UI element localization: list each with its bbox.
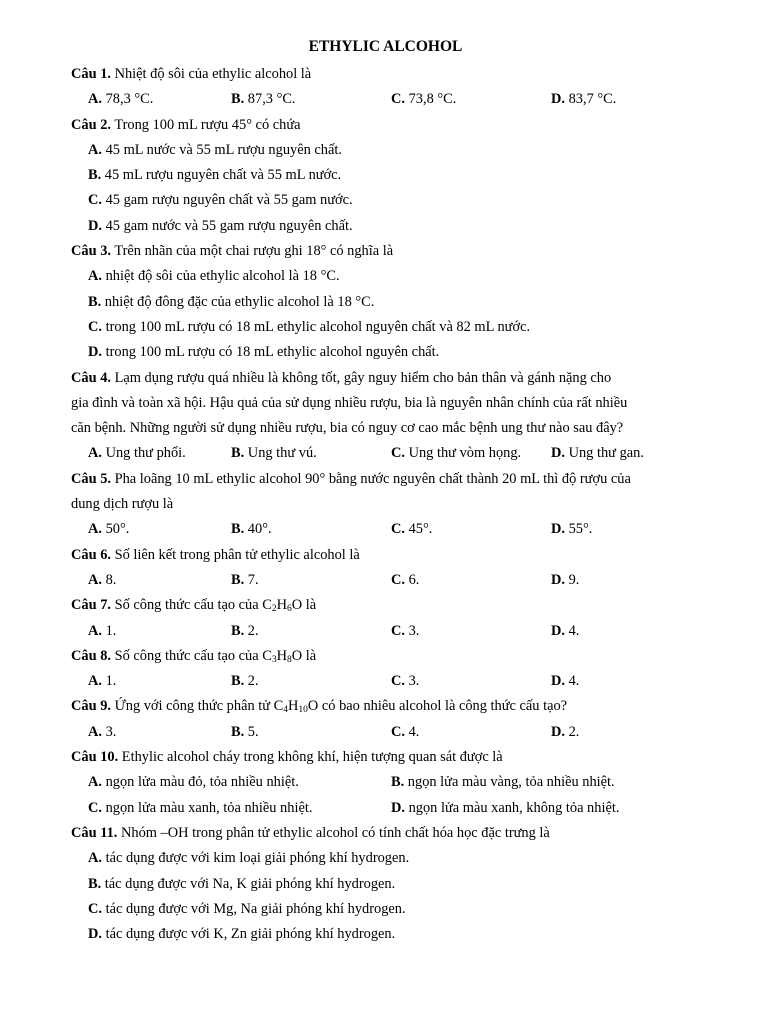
option-letter: B. — [391, 774, 405, 791]
question-text-end: O là — [291, 597, 317, 614]
question-text: Nhiệt độ sôi của ethylic alcohol là — [110, 66, 312, 82]
option-c — [391, 441, 521, 466]
option-d — [551, 619, 579, 644]
option-d — [391, 796, 619, 821]
option-d — [71, 340, 698, 365]
option-text: 50°. — [102, 521, 130, 538]
option-letter: D. — [551, 673, 565, 690]
question-label: Câu 6. — [71, 546, 111, 563]
formula-subscript: 8 — [287, 654, 292, 665]
options-row — [71, 669, 698, 694]
option-letter: B. — [88, 293, 102, 310]
question-text-line-2: gia đình và toàn xã hội. Hậu quả của sử dụng nhiều rượu, bia là nguyên nhân chính của rất nhiều — [71, 394, 628, 411]
option-b — [71, 163, 698, 188]
option-text: 55°. — [565, 521, 593, 538]
option-text: tác dụng được với K, Zn giải phóng khí hydrogen. — [102, 926, 396, 943]
question-text: Số công thức cấu tạo của C — [110, 647, 272, 664]
option-letter: A. — [88, 141, 102, 158]
question-label: Câu 4. — [71, 369, 111, 386]
option-text: Ung thư phổi. — [102, 445, 186, 462]
option-text: 6. — [405, 571, 420, 588]
option-text: 3. — [405, 622, 420, 639]
question-text-line-3: căn bệnh. Những người sử dụng nhiều rượu, bia có nguy cơ cao mắc bệnh ung thư nào sau đây? — [71, 420, 624, 437]
option-a — [88, 568, 116, 593]
option-letter: B. — [88, 875, 102, 892]
question-label: Câu 5. — [71, 470, 111, 487]
option-letter: A. — [88, 91, 102, 108]
option-text: 45 mL rượu nguyên chất và 55 mL nước. — [101, 167, 342, 184]
option-b — [231, 619, 259, 644]
option-text: 9. — [565, 571, 580, 588]
question-10 — [71, 745, 698, 770]
question-text: Trong 100 mL rượu 45° có chứa — [110, 116, 301, 133]
option-b — [71, 872, 698, 897]
option-letter: C. — [88, 192, 102, 209]
option-b — [231, 568, 259, 593]
option-text: 3. — [102, 723, 117, 740]
option-letter: C. — [88, 799, 102, 816]
question-label: Câu 10. — [71, 749, 119, 766]
option-letter: A. — [88, 774, 102, 791]
question-9 — [71, 694, 698, 719]
question-text: Nhóm –OH trong phân tử ethylic alcohol có tính chất hóa học đặc trưng là — [117, 824, 550, 841]
option-text: 4. — [565, 622, 580, 639]
option-c — [391, 87, 456, 112]
option-text: 7. — [244, 571, 259, 588]
option-text: 1. — [102, 673, 117, 690]
option-c — [391, 568, 419, 593]
question-text-line-1: Lạm dụng rượu quá nhiều là không tốt, gây nguy hiểm cho bản thân và gánh nặng cho — [110, 369, 612, 386]
option-letter: A. — [88, 445, 102, 462]
option-text: ngọn lửa màu vàng, tỏa nhiều nhiệt. — [404, 774, 615, 791]
option-a — [88, 720, 116, 745]
option-a — [88, 517, 129, 542]
option-letter: C. — [391, 445, 405, 462]
option-text: 2. — [244, 673, 259, 690]
option-text: nhiệt độ đông đặc của ethylic alcohol là 18 °C. — [101, 293, 375, 310]
option-letter: D. — [551, 445, 565, 462]
option-letter: A. — [88, 723, 102, 740]
option-letter: B. — [231, 622, 245, 639]
question-6 — [71, 543, 698, 568]
option-d — [551, 87, 616, 112]
question-4 — [71, 366, 698, 391]
option-letter: D. — [88, 217, 102, 234]
option-b — [231, 669, 259, 694]
formula-subscript: 10 — [298, 705, 308, 716]
option-letter: D. — [551, 723, 565, 740]
options-row — [71, 87, 698, 112]
question-label: Câu 3. — [71, 243, 111, 260]
formula-element: H — [276, 647, 287, 664]
option-c — [391, 720, 419, 745]
option-text: 8. — [102, 571, 117, 588]
question-8 — [71, 644, 698, 669]
option-text: 45 mL nước và 55 mL rượu nguyên chất. — [102, 141, 342, 158]
option-letter: C. — [88, 900, 102, 917]
options-row — [71, 517, 698, 542]
formula-subscript: 6 — [287, 604, 292, 615]
option-letter: B. — [231, 445, 245, 462]
option-text: 83,7 °C. — [565, 91, 617, 108]
question-text: Ứng với công thức phân tử C — [110, 698, 284, 715]
question-label: Câu 9. — [71, 698, 111, 715]
option-c — [71, 897, 698, 922]
option-a — [88, 87, 153, 112]
option-text: 45 gam rượu nguyên chất và 55 gam nước. — [102, 192, 353, 209]
question-2 — [71, 113, 698, 138]
option-letter: C. — [391, 571, 405, 588]
option-text: 78,3 °C. — [102, 91, 154, 108]
option-letter: B. — [231, 91, 245, 108]
question-3 — [71, 239, 698, 264]
option-letter: D. — [551, 91, 565, 108]
option-text: tác dụng được với Mg, Na giải phóng khí hydrogen. — [102, 900, 406, 917]
option-letter: C. — [391, 521, 405, 538]
option-text: 3. — [405, 673, 420, 690]
option-text: 2. — [565, 723, 580, 740]
formula-subscript: 2 — [271, 604, 277, 615]
option-c — [88, 796, 312, 821]
option-text: tác dụng được với kim loại giải phóng khí hydrogen. — [102, 850, 410, 867]
option-text: trong 100 mL rượu có 18 mL ethylic alcohol nguyên chất. — [102, 344, 440, 361]
formula-element: H — [276, 597, 287, 614]
option-letter: C. — [391, 673, 405, 690]
options-row — [71, 619, 698, 644]
option-c — [391, 619, 419, 644]
option-d — [551, 517, 592, 542]
formula-subscript: 4 — [283, 705, 289, 716]
formula-element: H — [288, 698, 299, 715]
question-11 — [71, 821, 698, 846]
page-title: ETHYLIC ALCOHOL — [308, 38, 463, 55]
option-d — [71, 922, 698, 947]
option-letter: A. — [88, 850, 102, 867]
option-text: 2. — [244, 622, 259, 639]
options-row — [71, 441, 698, 466]
option-text: ngọn lửa màu xanh, không tỏa nhiệt. — [405, 799, 620, 816]
option-letter: D. — [88, 344, 102, 361]
question-text-line-2: dung dịch rượu là — [71, 496, 174, 513]
option-letter: C. — [391, 91, 405, 108]
option-letter: A. — [88, 673, 102, 690]
option-b — [391, 770, 615, 795]
option-letter: B. — [231, 521, 245, 538]
option-letter: D. — [88, 926, 102, 943]
option-text: nhiệt độ sôi của ethylic alcohol là 18 °C. — [102, 268, 340, 285]
option-a — [88, 441, 186, 466]
option-letter: C. — [391, 622, 405, 639]
formula-subscript: 3 — [271, 654, 277, 665]
question-label: Câu 2. — [71, 116, 111, 133]
option-c — [391, 517, 432, 542]
question-text: Trên nhãn của một chai rượu ghi 18° có nghĩa là — [110, 243, 394, 260]
option-b — [231, 441, 317, 466]
option-text: 5. — [244, 723, 259, 740]
option-letter: C. — [391, 723, 405, 740]
option-d — [551, 669, 579, 694]
option-text: ngọn lửa màu xanh, tỏa nhiều nhiệt. — [102, 799, 313, 816]
option-b — [71, 290, 698, 315]
question-label: Câu 11. — [71, 824, 118, 841]
option-d — [551, 568, 579, 593]
option-a — [71, 138, 698, 163]
option-a — [71, 846, 698, 871]
question-text: Số liên kết trong phân tử ethylic alcohol là — [110, 546, 360, 563]
option-letter: D. — [551, 571, 565, 588]
option-letter: A. — [88, 622, 102, 639]
option-c — [391, 669, 419, 694]
option-letter: A. — [88, 571, 102, 588]
option-letter: B. — [231, 723, 245, 740]
question-7 — [71, 593, 698, 618]
option-letter: D. — [551, 521, 565, 538]
option-text: Ung thư gan. — [565, 445, 644, 462]
option-letter: C. — [88, 318, 102, 335]
option-letter: A. — [88, 268, 102, 285]
option-text: 1. — [102, 622, 117, 639]
question-text-end: O là — [291, 647, 317, 664]
option-a — [88, 669, 116, 694]
question-label: Câu 8. — [71, 647, 111, 664]
question-1 — [71, 62, 698, 87]
option-d — [551, 720, 579, 745]
option-b — [231, 87, 296, 112]
options-row — [71, 568, 698, 593]
option-d — [71, 214, 698, 239]
options-row — [71, 770, 698, 795]
option-text: 4. — [565, 673, 580, 690]
option-letter: B. — [231, 673, 245, 690]
option-letter: D. — [391, 799, 405, 816]
option-b — [231, 720, 259, 745]
option-text: tác dụng được với Na, K giải phóng khí hydrogen. — [101, 875, 396, 892]
option-a — [88, 770, 299, 795]
option-text: trong 100 mL rượu có 18 mL ethylic alcohol nguyên chất và 82 mL nước. — [102, 318, 531, 335]
option-text: Ung thư vòm họng. — [405, 445, 522, 462]
option-c — [71, 188, 698, 213]
option-letter: B. — [231, 571, 245, 588]
question-text: Số công thức cấu tạo của C — [110, 597, 272, 614]
option-c — [71, 315, 698, 340]
option-text: 40°. — [244, 521, 272, 538]
option-text: 87,3 °C. — [244, 91, 296, 108]
option-a — [71, 264, 698, 289]
option-b — [231, 517, 272, 542]
option-text: 45 gam nước và 55 gam rượu nguyên chất. — [102, 217, 353, 234]
question-5 — [71, 467, 698, 492]
option-letter: A. — [88, 521, 102, 538]
question-text-end: O có bao nhiêu alcohol là công thức cấu tạo? — [307, 698, 568, 715]
option-letter: D. — [551, 622, 565, 639]
option-text: 45°. — [405, 521, 433, 538]
option-text: 4. — [405, 723, 420, 740]
question-text: Ethylic alcohol cháy trong không khí, hiện tượng quan sát được là — [118, 749, 503, 766]
options-row — [71, 720, 698, 745]
option-letter: B. — [88, 167, 102, 184]
option-text: 73,8 °C. — [405, 91, 457, 108]
option-a — [88, 619, 116, 644]
options-row — [71, 796, 698, 821]
option-text: Ung thư vú. — [244, 445, 317, 462]
option-text: ngọn lửa màu đỏ, tỏa nhiều nhiệt. — [102, 774, 299, 791]
question-text-line-1: Pha loãng 10 mL ethylic alcohol 90° bằng nước nguyên chất thành 20 mL thì độ rượu của — [110, 470, 631, 487]
option-d — [551, 441, 644, 466]
question-label: Câu 1. — [71, 66, 111, 82]
question-label: Câu 7. — [71, 597, 111, 614]
